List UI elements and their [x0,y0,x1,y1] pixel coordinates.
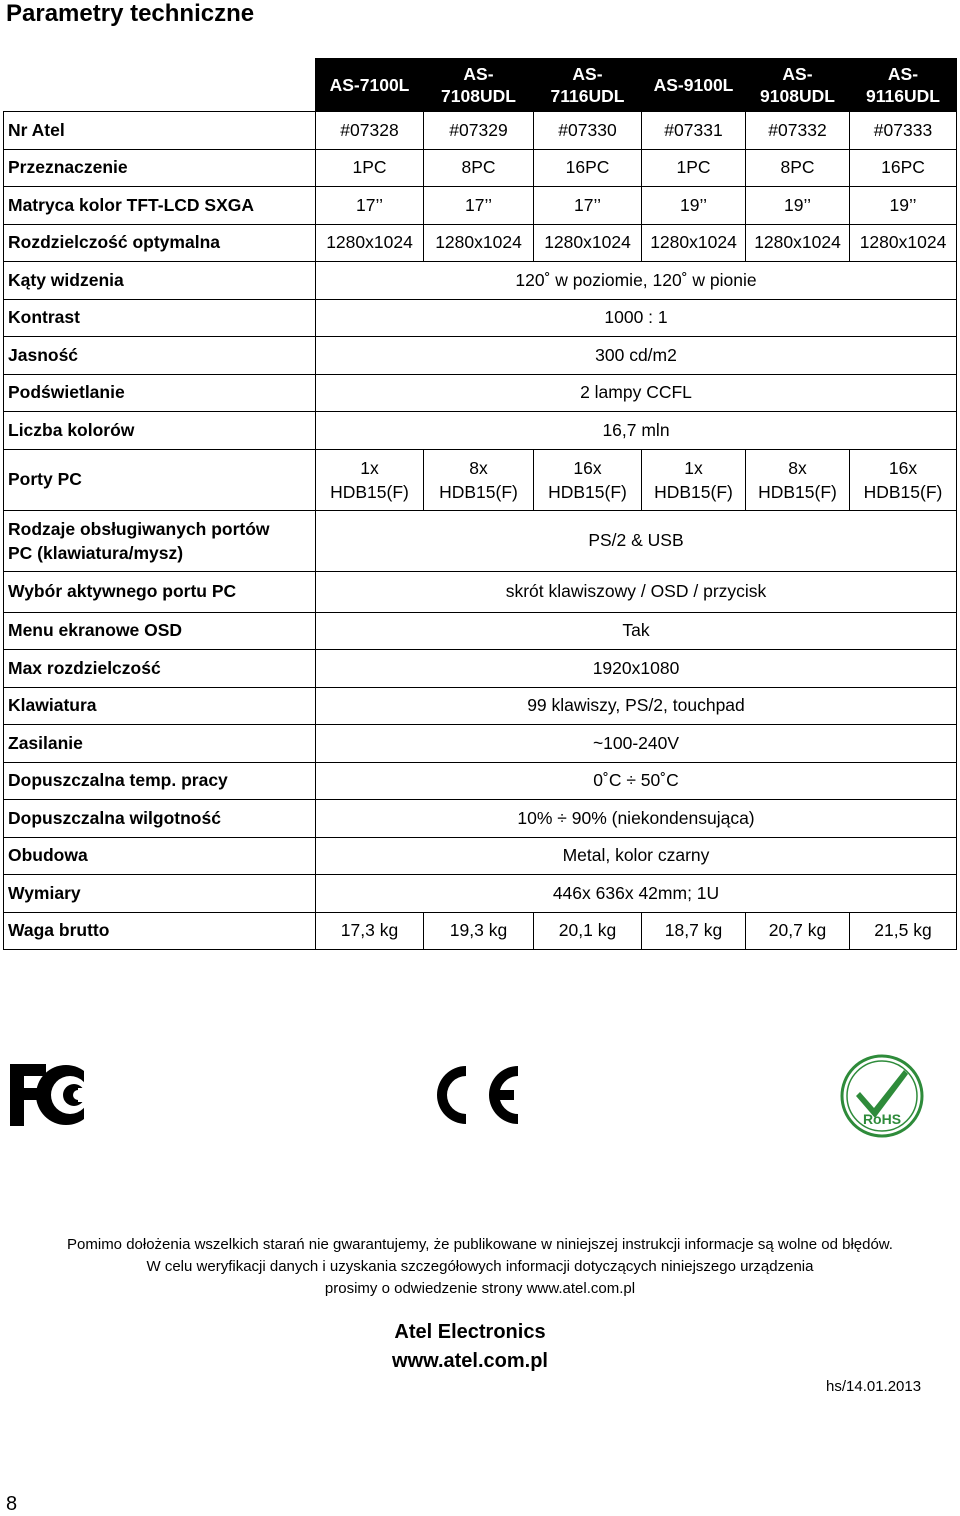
row-label: Rozdzielczość optymalna [4,224,316,262]
value-cell: #07332 [746,112,850,150]
table-row [4,187,957,225]
table-row [4,510,957,571]
row-label: Podświetlanie [4,374,316,412]
value-cell: 19’’ [850,187,957,225]
table-row [4,800,957,838]
value-cell: #07328 [316,112,424,150]
table-row [4,650,957,688]
fcc-logo [8,1062,100,1128]
shared-value-cell: 10% ÷ 90% (niekondensująca) [316,800,957,838]
page-number: 8 [6,1493,18,1515]
table-row [4,837,957,875]
row-label: Matryca kolor TFT-LCD SXGA [4,187,316,225]
table-row [4,612,957,650]
row-label: Obudowa [4,837,316,875]
shared-value-cell: 2 lampy CCFL [316,374,957,412]
value-cell: 8x HDB15(F) [424,449,534,510]
shared-value-cell: 1920x1080 [316,650,957,688]
disclaimer-line-1: Pomimo dołożenia wszelkich starań nie gwarantujemy, że publikowane w niniejszej instrukcji informacje są wolne od błędów. [67,1236,893,1253]
row-label: Porty PC [4,449,316,510]
row-label: Menu ekranowe OSD [4,612,316,650]
value-cell: #07333 [850,112,957,150]
value-cell: 1280x1024 [746,224,850,262]
value-cell: 17’’ [534,187,642,225]
value-cell: 17’’ [424,187,534,225]
model-header: AS- 9116UDL [850,59,957,112]
page-title: Parametry techniczne [6,0,255,27]
value-cell: #07329 [424,112,534,150]
row-label: Rodzaje obsługiwanych portów PC (klawiatura/mysz) [4,510,316,571]
spec-table [3,58,957,950]
company-website: www.atel.com.pl [392,1350,548,1372]
table-row [4,912,957,950]
shared-value-cell: 446x 636x 42mm; 1U [316,875,957,913]
company-name: Atel Electronics [394,1321,546,1343]
model-header: AS-9100L [642,59,746,112]
table-row [4,875,957,913]
table-row [4,412,957,450]
value-cell: 19,3 kg [424,912,534,950]
value-cell: #07330 [534,112,642,150]
value-cell: 21,5 kg [850,912,957,950]
row-label: Wymiary [4,875,316,913]
shared-value-cell: 99 klawiszy, PS/2, touchpad [316,687,957,725]
row-label: Kąty widzenia [4,262,316,300]
value-cell: 17’’ [316,187,424,225]
value-cell: 16x HDB15(F) [850,449,957,510]
row-label: Max rozdzielczość [4,650,316,688]
row-label: Zasilanie [4,725,316,763]
row-label: Nr Atel [4,112,316,150]
document-date: hs/14.01.2013 [826,1378,922,1395]
value-cell: 20,7 kg [746,912,850,950]
shared-value-cell: 1000 : 1 [316,299,957,337]
shared-value-cell: 120˚ w poziomie, 120˚ w pionie [316,262,957,300]
value-cell: 16PC [850,149,957,187]
value-cell: 19’’ [746,187,850,225]
table-row [4,571,957,612]
spec-body [4,112,957,950]
value-cell: 19’’ [642,187,746,225]
model-header: AS- 7116UDL [534,59,642,112]
disclaimer-line-3: prosimy o odwiedzenie strony www.atel.com.pl [324,1280,636,1297]
table-row [4,337,957,375]
value-cell: 18,7 kg [642,912,746,950]
table-row [4,687,957,725]
model-header-row [4,59,957,112]
value-cell: 16PC [534,149,642,187]
rohs-text: RoHS [862,1111,902,1127]
shared-value-cell: PS/2 & USB [316,510,957,571]
value-cell: 1x HDB15(F) [316,449,424,510]
model-header: AS-7100L [316,59,424,112]
shared-value-cell: Metal, kolor czarny [316,837,957,875]
row-label: Liczba kolorów [4,412,316,450]
model-header: AS- 7108UDL [424,59,534,112]
value-cell: 8PC [424,149,534,187]
header-blank [4,59,316,112]
disclaimer-line-2: W celu weryfikacji danych i uzyskania szczegółowych informacji dotyczących niniejszego urządzenia [146,1258,814,1275]
value-cell: 8PC [746,149,850,187]
table-row [4,149,957,187]
value-cell: 1280x1024 [534,224,642,262]
shared-value-cell: 16,7 mln [316,412,957,450]
value-cell: 1PC [316,149,424,187]
table-row [4,112,957,150]
row-label: Dopuszczalna temp. pracy [4,762,316,800]
table-row [4,262,957,300]
ce-logo [426,1062,520,1128]
row-label: Wybór aktywnego portu PC [4,571,316,612]
row-label: Jasność [4,337,316,375]
value-cell: 1PC [642,149,746,187]
row-label: Waga brutto [4,912,316,950]
value-cell: 16x HDB15(F) [534,449,642,510]
shared-value-cell: Tak [316,612,957,650]
row-label: Przeznaczenie [4,149,316,187]
shared-value-cell: skrót klawiszowy / OSD / przycisk [316,571,957,612]
table-row [4,299,957,337]
row-label: Klawiatura [4,687,316,725]
value-cell: 1280x1024 [424,224,534,262]
row-label: Dopuszczalna wilgotność [4,800,316,838]
value-cell: #07331 [642,112,746,150]
value-cell: 1280x1024 [850,224,957,262]
value-cell: 1280x1024 [316,224,424,262]
table-row [4,374,957,412]
value-cell: 20,1 kg [534,912,642,950]
shared-value-cell: 300 cd/m2 [316,337,957,375]
value-cell: 8x HDB15(F) [746,449,850,510]
shared-value-cell: 0˚C ÷ 50˚C [316,762,957,800]
table-row [4,224,957,262]
value-cell: 1x HDB15(F) [642,449,746,510]
model-header: AS- 9108UDL [746,59,850,112]
row-label: Kontrast [4,299,316,337]
table-row [4,762,957,800]
table-row [4,449,957,510]
value-cell: 17,3 kg [316,912,424,950]
table-row [4,725,957,763]
shared-value-cell: ~100-240V [316,725,957,763]
rohs-logo [838,1054,926,1138]
value-cell: 1280x1024 [642,224,746,262]
